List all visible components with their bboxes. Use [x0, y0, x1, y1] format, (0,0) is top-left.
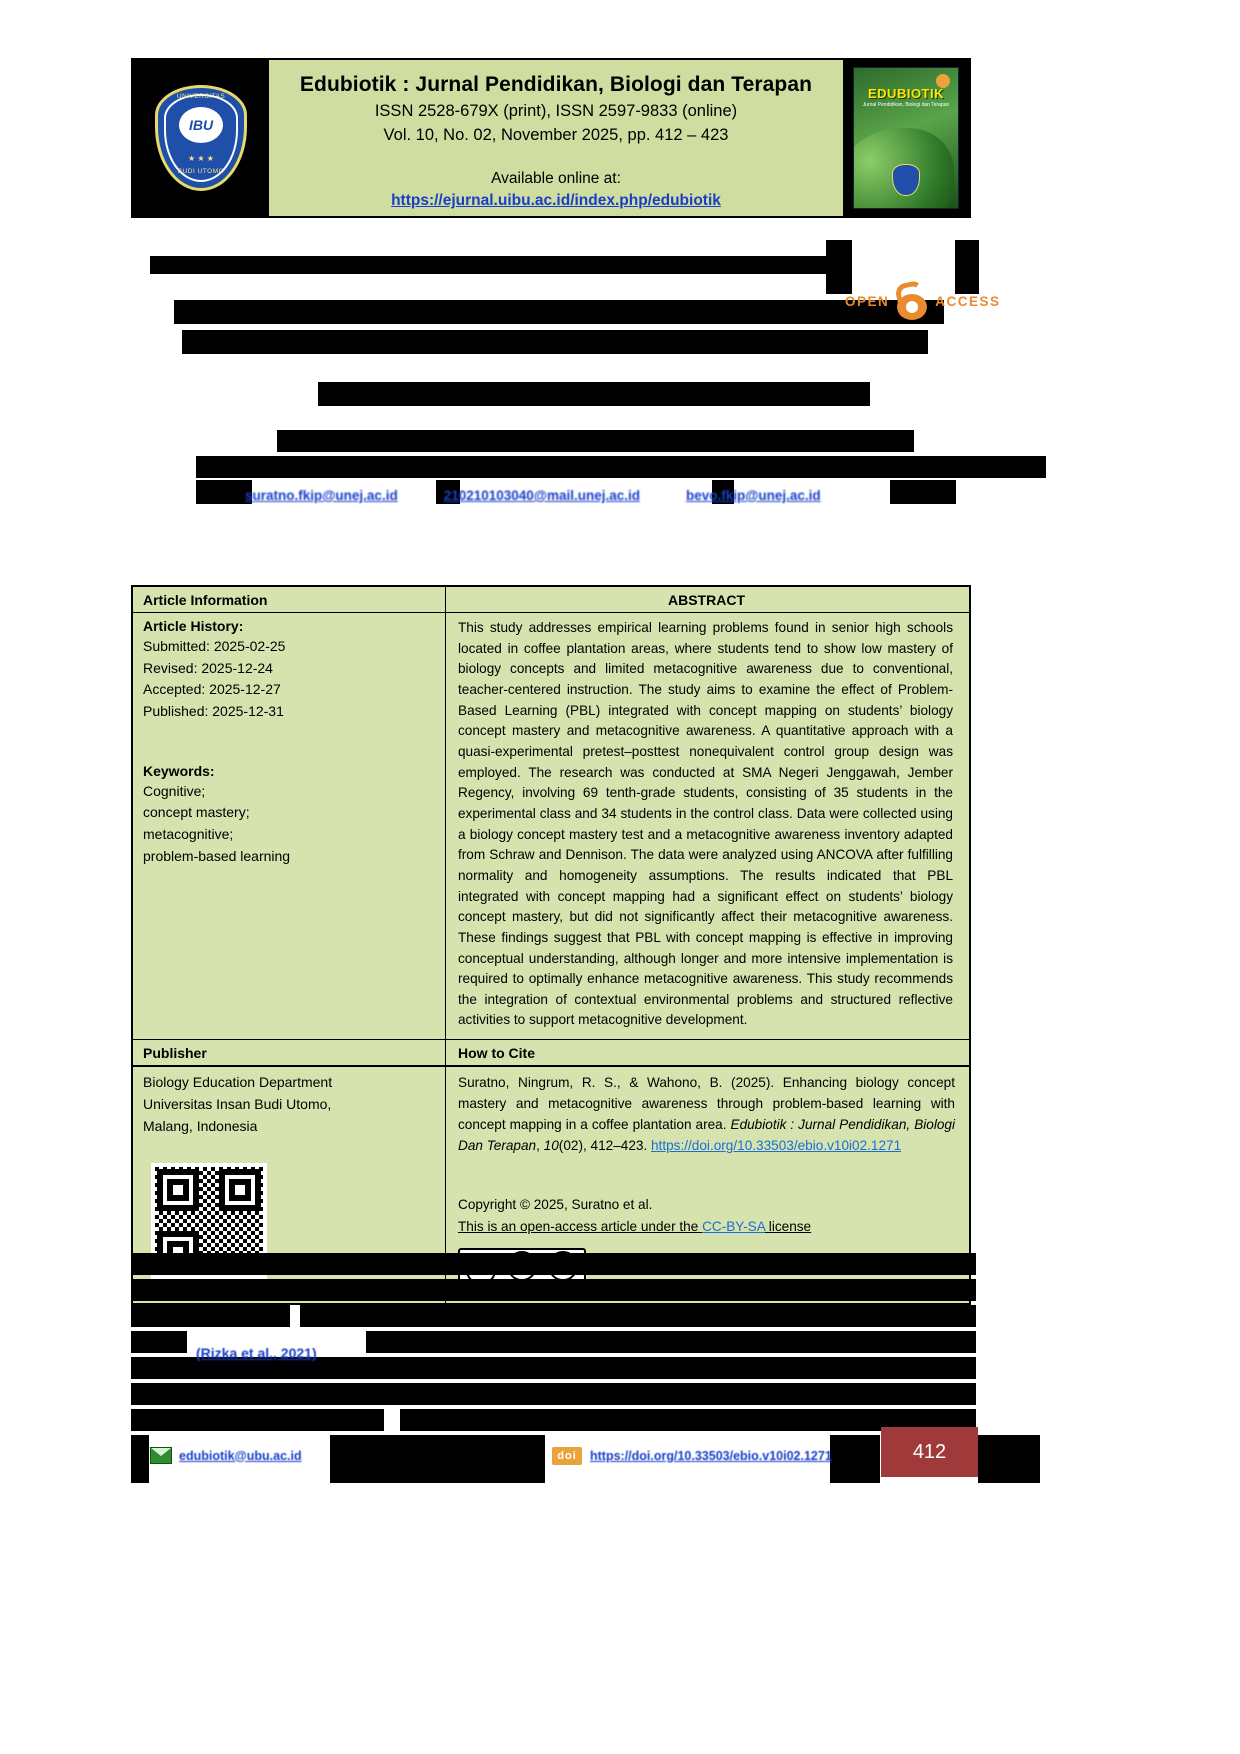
cover-title: EDUBIOTIK — [868, 86, 944, 101]
abstract-text: This study addresses empirical learning problems found in senior high schools located in coffee plantation areas, where students tend to show low mastery of biology concepts and limited metacognitive awareness due to conventional, teacher-centered instruction. The study aims to examine the effect of Problem-Based Learning (PBL) integrated with concept mapping on students’ biology concept mastery and metacognitive awareness. A quantitative approach with a quasi-experimental pretest–posttest nonequivalent control group design was employed. The research was conducted at SMA Negeri Jenggawah, Jember Regency, involving 69 tenth-grade students, consisting of 35 students in the experimental class and 34 students in the control class. Data were collected using a biology concept mastery test and a metacognitive awareness inventory adapted from Schraw and Dennison. The data were analyzed using ANCOVA after fulfilling normality and homogeneity assumptions. The results indicated that PBL integrated with concept mapping had a significant effect on students’ biology concept mastery, but did not significantly affect their metacognitive awareness. These findings suggest that PBL with concept mapping is effective in improving conceptual understanding, although longer and more intensive implementation is required to optimally enhance metacognitive awareness. This study recommends the integration of contextual environmental problems and structured reflective activities to support metacognitive development. — [458, 620, 953, 1028]
doi-icon: doi — [552, 1447, 582, 1465]
history-accepted: Accepted: 2025-12-27 — [143, 681, 281, 698]
abstract-header: ABSTRACT — [668, 592, 745, 608]
open-lock-icon — [895, 282, 929, 320]
cover-subtitle: Jurnal Pendidikan, Biologi dan Terapan — [862, 102, 950, 108]
license-suffix: license — [765, 1219, 812, 1235]
keyword-3: metacognitive; — [143, 826, 234, 843]
redacted-footer-rule-left — [131, 1435, 149, 1483]
redacted-body-line-4b — [366, 1331, 976, 1353]
citation-part-3: (02), 412–423. — [558, 1138, 651, 1154]
redacted-bar-affiliation-line2 — [196, 456, 1046, 478]
citation-journal-name: Edubiotik : Jurnal Pendidikan, Biologi Dan Terapan — [458, 1117, 955, 1154]
footer-doi-block[interactable] — [552, 1447, 832, 1465]
journal-masthead — [131, 58, 971, 218]
journal-title: Edubiotik : Jurnal Pendidikan, Biologi dan Terapan — [299, 73, 813, 96]
article-information-header: Article Information — [133, 587, 446, 612]
citation-part-1: Suratno, Ningrum, R. S., & Wahono, B. (2025). Enhancing biology concept mastery and metacognitive awareness through problem-based learning with concept mapping in a coffee plantation area. — [458, 1075, 955, 1133]
publisher-line-3: Malang, Indonesia — [143, 1117, 258, 1134]
license-link[interactable]: CC-BY-SA — [702, 1219, 766, 1235]
redacted-body-line-7 — [131, 1409, 384, 1431]
author-email-3[interactable]: bevo.fkip@unej.ac.id — [685, 488, 821, 503]
redacted-footer-rule-right — [830, 1435, 880, 1483]
license-prefix: This is an open-access article under the — [458, 1219, 703, 1235]
open-access-label-left: OPEN — [845, 293, 890, 309]
history-published: Published: 2025-12-31 — [143, 703, 284, 720]
history-revised: Revised: 2025-12-24 — [143, 659, 273, 676]
publisher-line-1: Biology Education Department — [143, 1074, 333, 1091]
open-access-badge — [845, 282, 1001, 320]
redacted-body-line-2 — [131, 1279, 976, 1301]
crest-stars-icon: ★ ★ ★ — [188, 154, 214, 163]
article-history-cell — [133, 613, 446, 1039]
footer-email-link[interactable]: edubiotik@ubu.ac.id — [179, 1448, 302, 1463]
publisher-header: Publisher — [133, 1040, 446, 1065]
redacted-bar-authors — [318, 382, 870, 406]
redacted-body-line-1 — [131, 1253, 976, 1275]
open-access-label-right: ACCESS — [935, 293, 1001, 309]
redacted-body-line-3 — [131, 1305, 290, 1327]
redacted-bar-title-line2 — [182, 330, 928, 354]
redacted-bar-email-suffix — [890, 480, 956, 504]
citation-doi-link[interactable]: https://doi.org/10.33503/ebio.v10i02.1271 — [651, 1138, 902, 1154]
inline-reference-link[interactable]: (Rizka et al., 2021) — [196, 1345, 317, 1361]
crest-arc-top: UNIVERSITAS — [176, 93, 226, 100]
keywords-title: Keywords: — [143, 762, 215, 779]
available-online-label: Available online at: — [491, 170, 621, 188]
citation-volume: 10 — [543, 1138, 559, 1154]
copyright-line: Copyright © 2025, Suratno et al. — [458, 1197, 653, 1213]
redacted-bar-affiliation-line1 — [277, 430, 914, 452]
university-crest-icon — [155, 85, 247, 191]
redacted-bar-title-line1 — [174, 300, 944, 324]
publisher-header-row — [133, 1039, 969, 1066]
article-history-title: Article History: — [143, 618, 244, 634]
abstract-row — [133, 613, 969, 1039]
keywords-cell — [143, 763, 435, 868]
license-line — [458, 1216, 955, 1238]
crest-arc-bottom: BUDI UTOMO — [177, 168, 225, 175]
redacted-footer-rule-mid — [330, 1435, 545, 1483]
keyword-4: problem-based learning — [143, 847, 291, 864]
article-information-table — [131, 585, 971, 1305]
redacted-body-line-4 — [131, 1331, 187, 1353]
cover-crest-icon — [892, 164, 920, 196]
keyword-2: concept mastery; — [143, 804, 250, 821]
how-to-cite-header: How to Cite — [458, 1045, 535, 1062]
abstract-cell — [446, 613, 969, 1039]
envelope-icon — [150, 1447, 172, 1464]
author-email-1[interactable]: suratno.fkip@unej.ac.id — [245, 488, 398, 503]
page-number-badge: 412 — [881, 1427, 978, 1477]
footer-email-block[interactable] — [150, 1447, 302, 1464]
journal-issn: ISSN 2528-679X (print), ISSN 2597-9833 (online) — [374, 102, 738, 121]
redacted-footer-rule-far — [978, 1435, 1040, 1483]
redacted-bar-email-prefix — [196, 480, 252, 504]
citation-text — [458, 1072, 955, 1156]
author-emails[interactable] — [245, 488, 821, 503]
journal-volume-issue: Vol. 10, No. 02, November 2025, pp. 412 – 423 — [383, 126, 729, 145]
footer-doi-link[interactable]: https://doi.org/10.33503/ebio.v10i02.1271 — [590, 1449, 832, 1463]
table-header-row — [133, 587, 969, 613]
journal-url-link[interactable]: https://ejurnal.uibu.ac.id/index.php/edubiotik — [391, 191, 721, 209]
redacted-body-line-6 — [131, 1383, 976, 1405]
citation-part-2: , — [536, 1138, 544, 1154]
journal-identity — [269, 60, 843, 216]
redacted-body-line-3b — [300, 1305, 976, 1327]
history-submitted: Submitted: 2025-02-25 — [143, 638, 286, 654]
publisher-line-2: Universitas Insan Budi Utomo, — [143, 1095, 332, 1112]
redacted-bar-title-rule — [150, 256, 826, 274]
crest-monogram: IBU — [179, 107, 223, 143]
journal-cover-thumbnail — [843, 60, 969, 216]
author-email-2[interactable]: 210210103040@mail.unej.ac.id — [443, 488, 640, 503]
university-logo — [133, 60, 269, 216]
keyword-1: Cognitive; — [143, 782, 206, 799]
